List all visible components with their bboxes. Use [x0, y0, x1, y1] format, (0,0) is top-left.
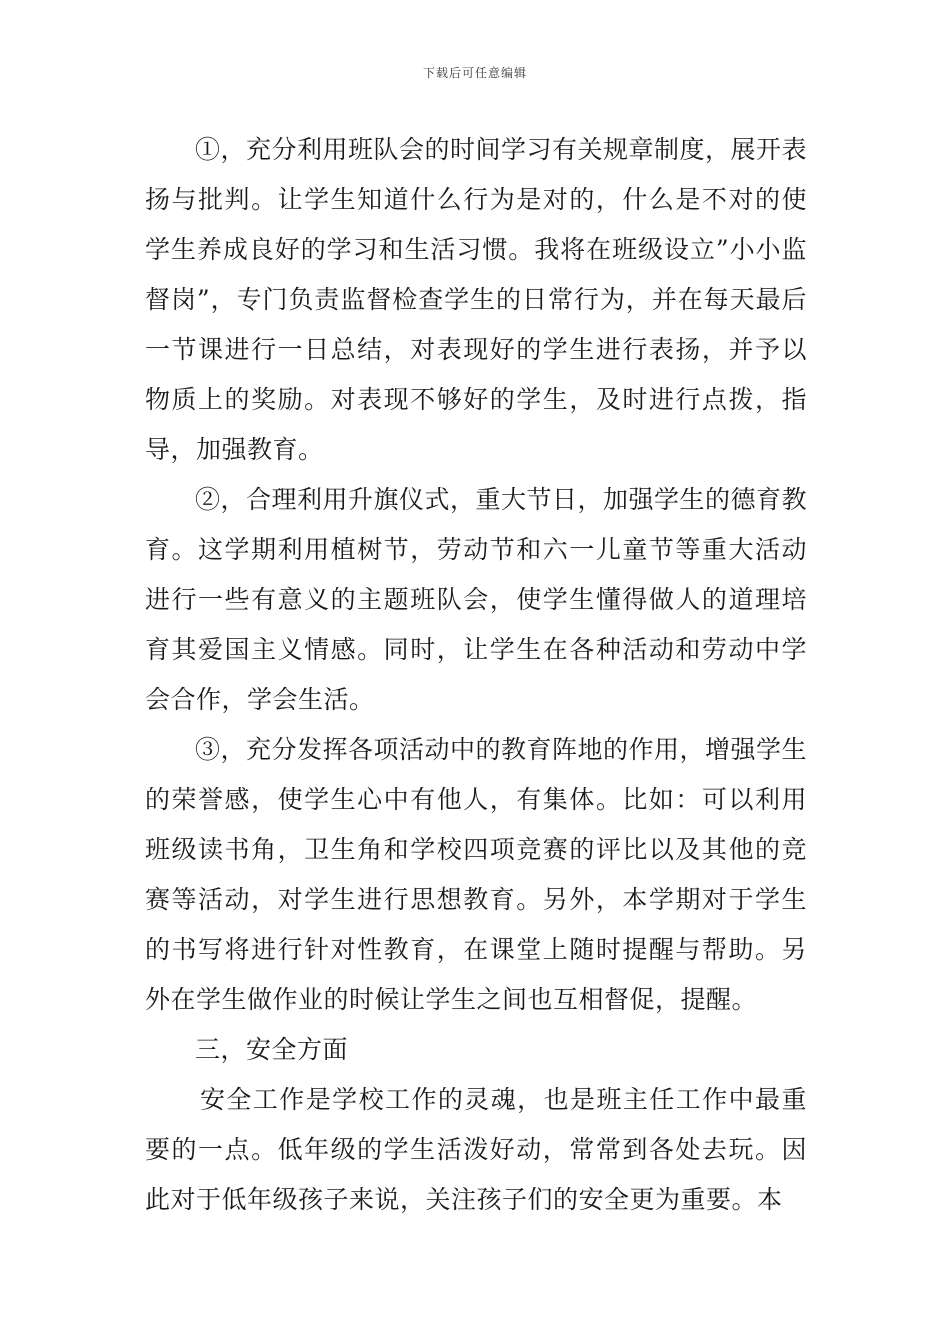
paragraph-item-3: ③，充分发挥各项活动中的教育阵地的作用，增强学生的荣誉感，使学生心中有他人，有集体。比如：可以利用班级读书角，卫生角和学校四项竞赛的评比以及其他的竞赛等活动，对学生进行思想教育。另外，本学期对于学生的书写将进行针对性教育，在课堂上随时提醒与帮助。另外在学生做作业的时候让学生之间也互相督促，提醒。 [145, 735, 808, 1014]
paragraph-item-safety: 安全工作是学校工作的灵魂，也是班主任工作中最重要的一点。低年级的学生活泼好动，常常到各处去玩。因此对于低年级孩子来说，关注孩子们的安全更为重要。本 [145, 1085, 807, 1214]
paragraph-item-1: ①，充分利用班队会的时间学习有关规章制度，展开表扬与批判。让学生知道什么行为是对的，什么是不对的使学生养成良好的学习和生活习惯。我将在班级设立”小小监督岗”，专门负责监督检查学生的日常行为，并在每天最后一节课进行一日总结，对表现好的学生进行表扬，并予以物质上的奖励。对表现不够好的学生，及时进行点拨，指导，加强教育。 [145, 135, 808, 464]
paragraph-item-2: ②，合理利用升旗仪式，重大节日，加强学生的德育教育。这学期利用植树节，劳动节和六一儿童节等重大活动进行一些有意义的主题班队会，使学生懂得做人的道理培育其爱国主义情感。同时，让学生在各种活动和劳动中学会合作，学会生活。 [145, 485, 808, 714]
section-heading-safety: 三，安全方面 [195, 1035, 349, 1064]
document-body [145, 125, 807, 1225]
header-note: 下载后可任意编辑 [422, 66, 527, 80]
